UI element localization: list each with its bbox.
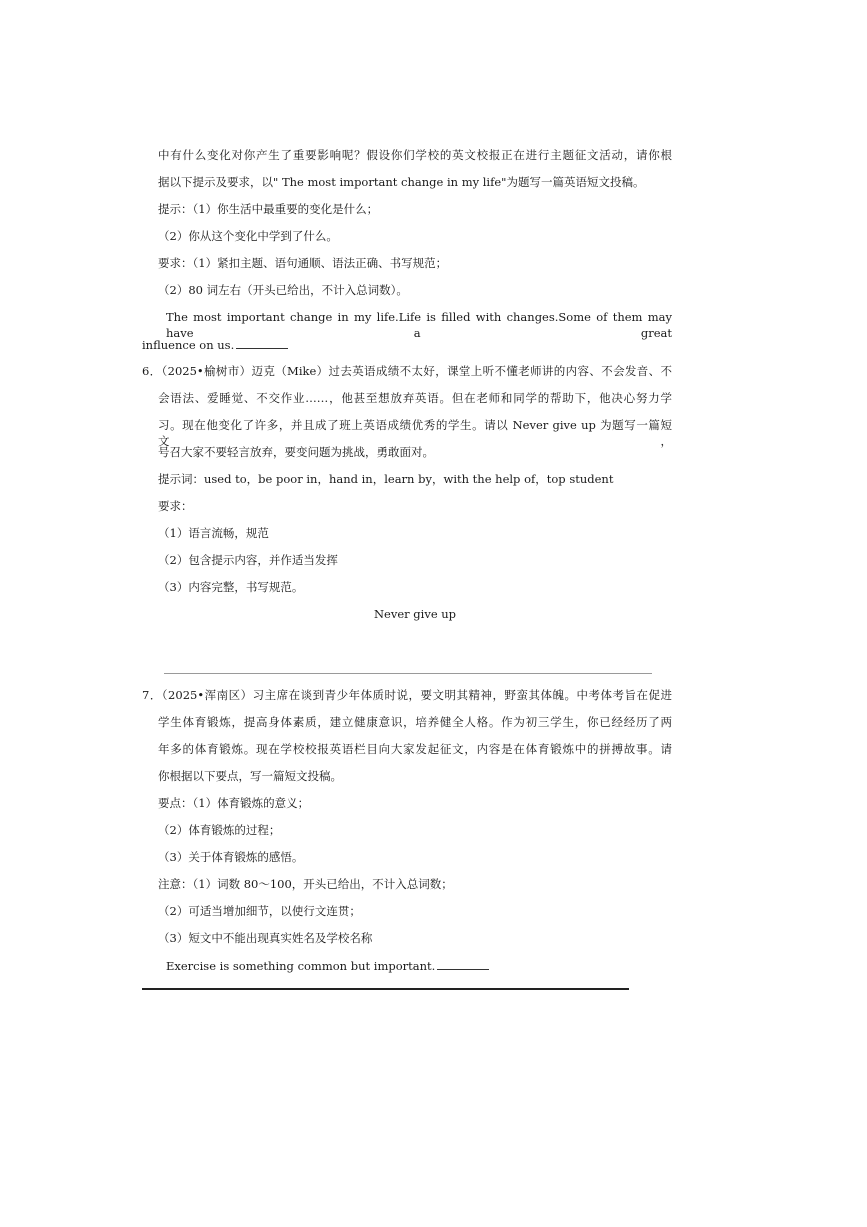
q6-prompt-line-4: 号召大家不要轻言放弃，要变问题为挑战，勇敢面对。 (158, 445, 434, 459)
q6-answer-line[interactable] (164, 673, 652, 674)
q7-point-3: （3）关于体育锻炼的感悟。 (158, 850, 304, 864)
q7-prompt-line-3: 年多的体育锻炼。现在学校校报英语栏目向大家发起征文，内容是在体育锻炼中的拼搏故事。请 (158, 742, 672, 756)
q6-prompt-line-1: 6．（2025•榆树市）迈克（Mike）过去英语成绩不太好，课堂上听不懂老师讲的内容、不会发音、不 (142, 364, 672, 378)
q5-prompt-line-1: 中有什么变化对你产生了重要影响呢？假设你们学校的英文校报正在进行主题征文活动，请你根 (158, 148, 672, 162)
q5-answer-blank[interactable] (236, 336, 288, 349)
q5-requirement-2: （2）80 词左右（开头已给出，不计入总词数）。 (158, 283, 408, 297)
q7-prompt-line-2: 学生体育锻炼，提高身体素质，建立健康意识，培养健全人格。作为初三学生，你已经经历了两 (158, 715, 672, 729)
q7-answer-blank[interactable] (437, 957, 489, 970)
q5-requirement-1: 要求：（1）紧扣主题、语句通顺、语法正确、书写规范； (158, 256, 448, 270)
q7-point-1: 要点：（1）体育锻炼的意义； (158, 796, 310, 810)
q6-requirement-3: （3）内容完整，书写规范。 (158, 580, 304, 594)
q7-note-1: 注意：（1）词数 80～100，开头已给出，不计入总词数； (158, 877, 453, 891)
q7-prompt-line-4: 你根据以下要点，写一篇短文投稿。 (158, 769, 342, 783)
q7-starter (166, 957, 489, 974)
q5-starter-line-1: The most important change in my life.Life is filled with changes.Some of them may have a great (166, 310, 672, 340)
q7-note-3: （3）短文中不能出现真实姓名及学校名称 (158, 931, 373, 945)
q6-requirements-title: 要求： (158, 499, 193, 513)
q5-hint-1: 提示：（1）你生活中最重要的变化是什么； (158, 202, 379, 216)
q6-requirement-1: （1）语言流畅，规范 (158, 526, 269, 540)
q5-starter-line-2 (142, 336, 288, 353)
q6-requirement-2: （2）包含提示内容，并作适当发挥 (158, 553, 338, 567)
q7-starter-text: Exercise is something common but important. (166, 959, 436, 973)
q5-prompt-line-2: 据以下提示及要求，以" The most important change in my life"为题写一篇英语短文投稿。 (158, 175, 645, 189)
section-divider (142, 988, 629, 990)
q5-hint-2: （2）你从这个变化中学到了什么。 (158, 229, 338, 243)
q6-essay-title: Never give up (373, 607, 457, 621)
q7-note-2: （2）可适当增加细节，以使行文连贯； (158, 904, 361, 918)
q6-prompt-line-2: 会语法、爱睡觉、不交作业……，他甚至想放弃英语。但在老师和同学的帮助下，他决心努力学 (158, 391, 672, 405)
q7-prompt-line-1: 7．（2025•浑南区）习主席在谈到青少年体质时说，要文明其精神，野蛮其体魄。中考体考旨在促进 (142, 688, 672, 702)
q6-prompt-line-3: 习。现在他变化了许多，并且成了班上英语成绩优秀的学生。请以 Never give up 为题写一篇短文， (158, 418, 672, 448)
q5-starter-text: influence on us. (142, 338, 235, 352)
q6-hint-words: 提示词：used to，be poor in，hand in，learn by，with the help of，top student (158, 472, 614, 486)
q7-point-2: （2）体育锻炼的过程； (158, 823, 281, 837)
